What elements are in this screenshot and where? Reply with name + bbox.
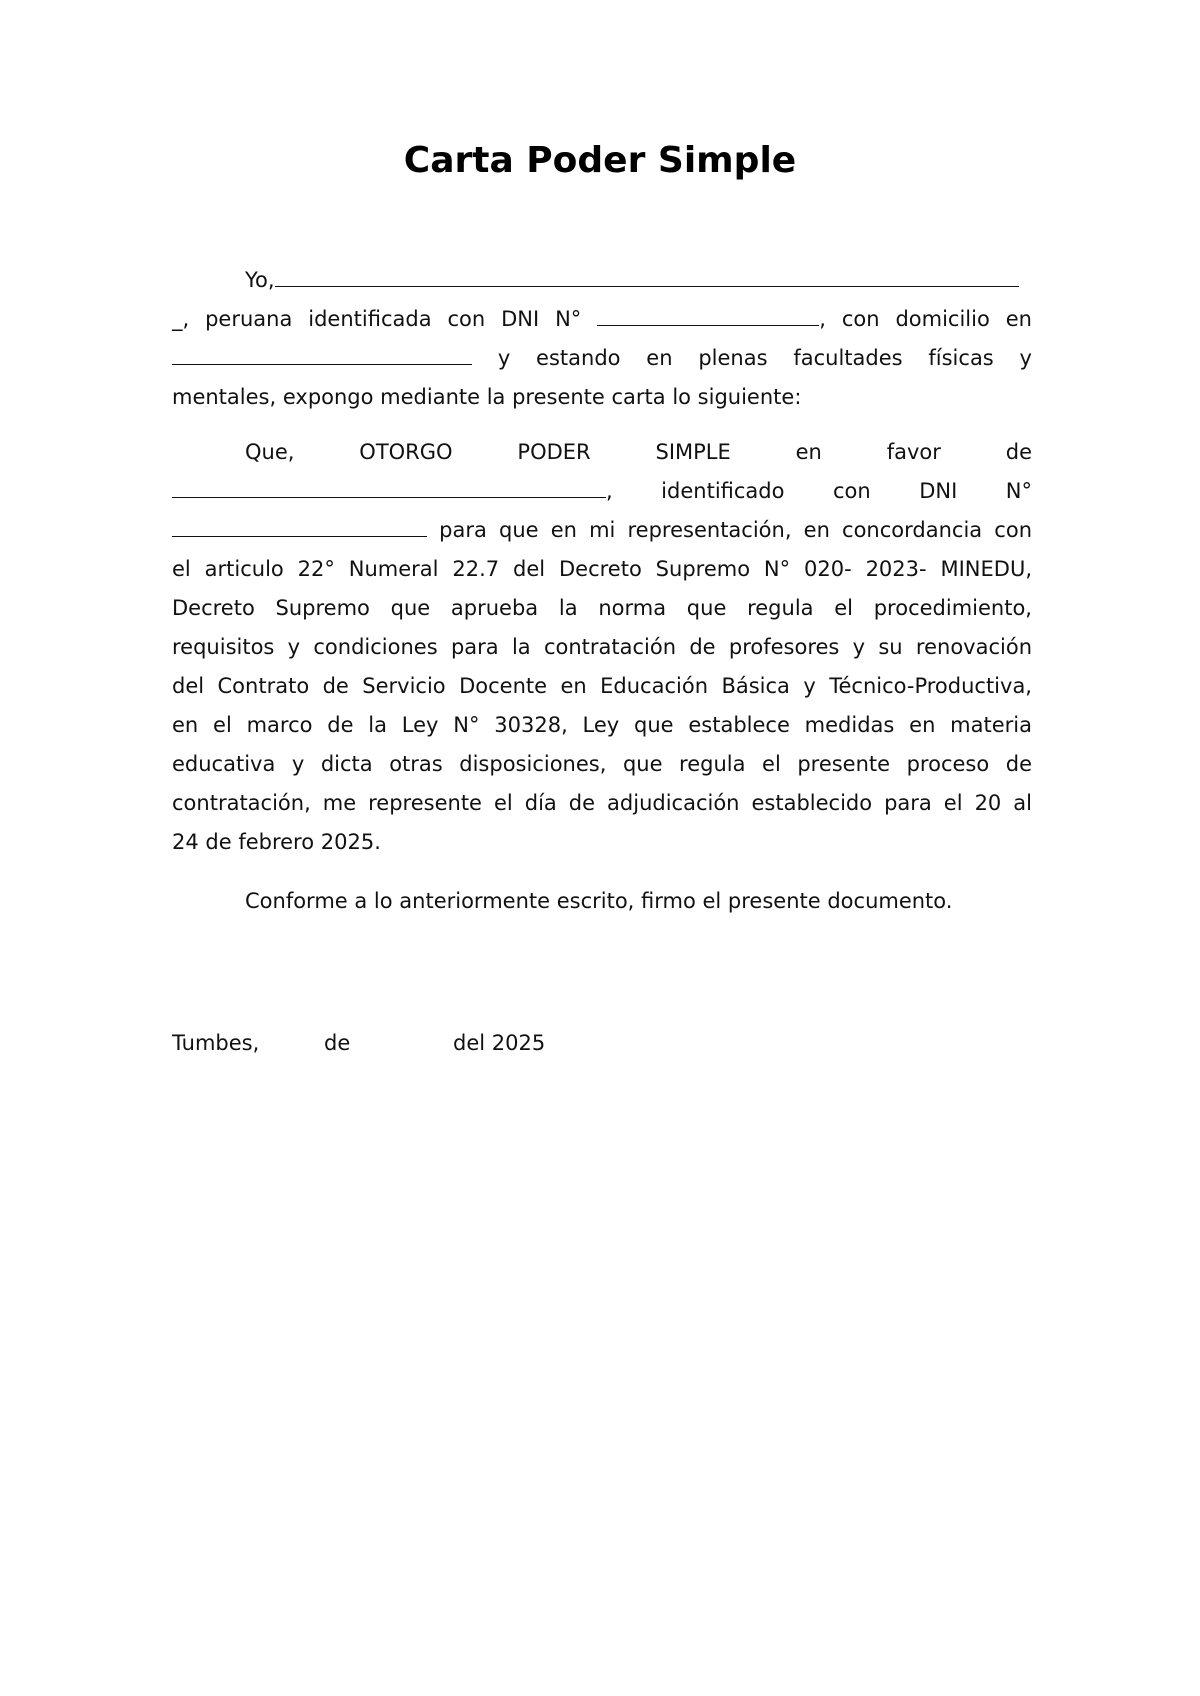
body-line: requisitos y condiciones para la contratación de profesores y su renovación	[172, 635, 1032, 659]
place-date-line	[172, 1024, 545, 1063]
closing-statement: Conforme a lo anteriormente escrito, firmo el presente documento.	[245, 889, 953, 913]
body-line: 24 de febrero 2025.	[172, 830, 381, 854]
representacion-text: para que en mi representación, en concordancia con	[439, 518, 1032, 542]
body-line: educativa y dicta otras disposiciones, que regula el presente proceso de	[172, 752, 1032, 776]
body-line: del Contrato de Servicio Docente en Educación Básica y Técnico-Productiva,	[172, 674, 1032, 698]
line-favor	[172, 472, 1032, 511]
dni-label-text: _, peruana identificada con DNI N°	[172, 307, 582, 331]
domicilio-label-text: , con domicilio en	[819, 307, 1032, 331]
attorney-name-blank-field[interactable]	[172, 473, 606, 498]
identificado-text: , identificado con DNI N°	[606, 479, 1032, 503]
city-text: Tumbes,	[172, 1031, 260, 1055]
body-line: contratación, me represente el día de adjudicación establecido para el 20 al	[172, 791, 1032, 815]
facultades-text: y estando en plenas facultades físicas y	[497, 346, 1032, 370]
paragraph-declarant	[172, 261, 1032, 417]
year-text: del 2025	[453, 1031, 546, 1055]
body-line: en el marco de la Ley N° 30328, Ley que establece medidas en materia	[172, 713, 1032, 737]
body-line: Decreto Supremo que aprueba la norma que regula el procedimiento,	[172, 596, 1032, 620]
document-title: Carta Poder Simple	[403, 140, 797, 181]
line-yo	[172, 261, 1032, 300]
paragraph-otorgo	[172, 433, 1032, 862]
line-dni2	[172, 511, 1032, 550]
domicilio-blank-field[interactable]	[172, 340, 472, 365]
dni-blank-field[interactable]	[597, 301, 819, 326]
line-dni	[172, 300, 1032, 339]
line-domicilio	[172, 339, 1032, 378]
line-otorgo: Que, OTORGO PODER SIMPLE en favor de	[245, 440, 1032, 464]
body-line: el articulo 22° Numeral 22.7 del Decreto Supremo N° 020- 2023- MINEDU,	[172, 557, 1032, 581]
attorney-dni-blank-field[interactable]	[172, 512, 427, 537]
name-blank-field[interactable]	[275, 262, 1019, 287]
yo-label: Yo,	[245, 268, 275, 292]
de-text: de	[324, 1031, 351, 1055]
line-mentales: mentales, expongo mediante la presente carta lo siguiente:	[172, 385, 802, 409]
